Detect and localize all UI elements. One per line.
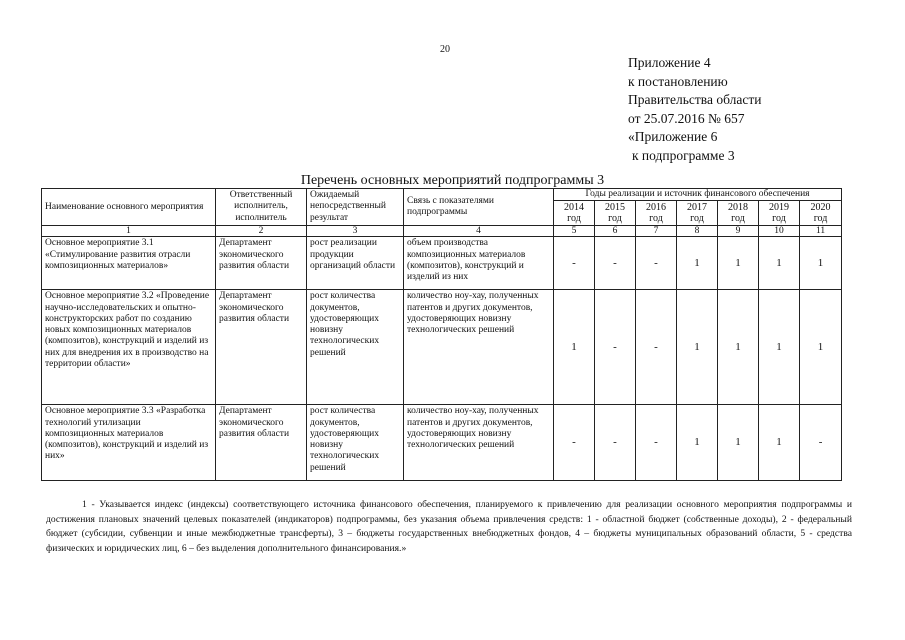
header-expected: Ожидаемый непосредственный результат — [307, 189, 404, 226]
row-name: Основное мероприятие 3.1 «Стимулирование развития отрасли композиционных материалов» — [42, 237, 216, 290]
column-number: 7 — [636, 226, 677, 237]
column-number: 11 — [800, 226, 842, 237]
footnote: 1 - Указывается индекс (индексы) соответствующего источника финансового обеспечения, планируемого к привлечению для реализации основного мероприятия подпрограммы и достижения плановых значений целевых показателей (индикаторов) подпрограммы, без указания объема привлечения средств: 1 - областной бюджет (собственные доходы), 2 - федеральный бюджет (субсидии, субвенции и иные межбюджетные трансферты), 3 – бюджеты государственных внебюджетных фондов, 4 – бюджеты муниципальных образований области, 5 - средства физических и юридических лиц, 6 – без выделения дополнительного финансирования.» — [46, 499, 852, 554]
row-link: количество ноу-хау, полученных патентов и других документов, удостоверяющих новизну технологических решений — [404, 290, 554, 405]
row-value: - — [595, 290, 636, 405]
column-number: 5 — [554, 226, 595, 237]
row-value: 1 — [759, 237, 800, 290]
row-value: - — [636, 405, 677, 481]
row-value: 1 — [759, 405, 800, 481]
table-row — [42, 237, 842, 290]
row-value: 1 — [677, 290, 718, 405]
table-row — [42, 405, 842, 481]
header-year: 2017 год — [677, 201, 718, 226]
row-value: 1 — [718, 290, 759, 405]
row-value: - — [636, 290, 677, 405]
row-responsible: Департамент экономического развития области — [216, 237, 307, 290]
row-value: - — [800, 405, 842, 481]
row-value: - — [595, 405, 636, 481]
column-number: 6 — [595, 226, 636, 237]
row-value: - — [554, 237, 595, 290]
row-value: 1 — [554, 290, 595, 405]
column-number: 9 — [718, 226, 759, 237]
column-number: 1 — [42, 226, 216, 237]
row-responsible: Департамент экономического развития области — [216, 405, 307, 481]
column-number: 8 — [677, 226, 718, 237]
appendix-header — [628, 54, 761, 165]
column-number: 4 — [404, 226, 554, 237]
row-value: 1 — [759, 290, 800, 405]
row-value: - — [595, 237, 636, 290]
row-link: объем производства композиционных материалов (композитов), конструкций и изделий из них — [404, 237, 554, 290]
row-expected: рост реализации продукции организаций области — [307, 237, 404, 290]
appendix-line: «Приложение 6 — [628, 129, 718, 144]
row-value: 1 — [677, 405, 718, 481]
column-number: 10 — [759, 226, 800, 237]
header-year: 2014 год — [554, 201, 595, 226]
row-value: 1 — [677, 237, 718, 290]
row-value: 1 — [718, 237, 759, 290]
page-number: 20 — [440, 44, 450, 55]
column-number: 3 — [307, 226, 404, 237]
header-year: 2020 год — [800, 201, 842, 226]
header-responsible: Ответственный исполнитель, исполнитель — [216, 189, 307, 226]
header-year: 2015 год — [595, 201, 636, 226]
header-year: 2018 год — [718, 201, 759, 226]
appendix-line: к подпрограмме 3 — [632, 147, 735, 163]
table-title: Перечень основных мероприятий подпрограммы 3 — [300, 173, 605, 188]
header-link: Связь с показателями подпрограммы — [404, 189, 554, 226]
appendix-line: от 25.07.2016 № 657 — [628, 110, 745, 126]
appendix-line: к постановлению — [628, 73, 728, 89]
row-expected: рост количества документов, удостоверяющих новизну технологических решений — [307, 405, 404, 481]
row-link: количество ноу-хау, полученных патентов и других документов, удостоверяющих новизну технологических решений — [404, 405, 554, 481]
row-name: Основное мероприятие 3.2 «Проведение научно-исследовательских и опытно-конструкторских работ по созданию новых композиционных материалов (композитов), конструкций и изделий из них для внедрения их в производство на территории области» — [42, 290, 216, 405]
row-value: 1 — [800, 290, 842, 405]
measures-table — [41, 188, 842, 481]
row-expected: рост количества документов, удостоверяющих новизну технологических решений — [307, 290, 404, 405]
row-value: 1 — [718, 405, 759, 481]
row-value: 1 — [800, 237, 842, 290]
header-years-group: Годы реализации и источник финансового обеспечения — [554, 189, 842, 201]
row-value: - — [554, 405, 595, 481]
header-name: Наименование основного мероприятия — [42, 189, 216, 226]
appendix-line: Правительства области — [628, 92, 762, 107]
row-name: Основное мероприятие 3.3 «Разработка технологий утилизации композиционных материалов (композитов), конструкций и изделий из них» — [42, 405, 216, 481]
header-year: 2019 год — [759, 201, 800, 226]
header-year: 2016 год — [636, 201, 677, 226]
row-value: - — [636, 237, 677, 290]
column-number: 2 — [216, 226, 307, 237]
table-row — [42, 290, 842, 405]
appendix-line: Приложение 4 — [628, 55, 711, 70]
row-responsible: Департамент экономического развития области — [216, 290, 307, 405]
